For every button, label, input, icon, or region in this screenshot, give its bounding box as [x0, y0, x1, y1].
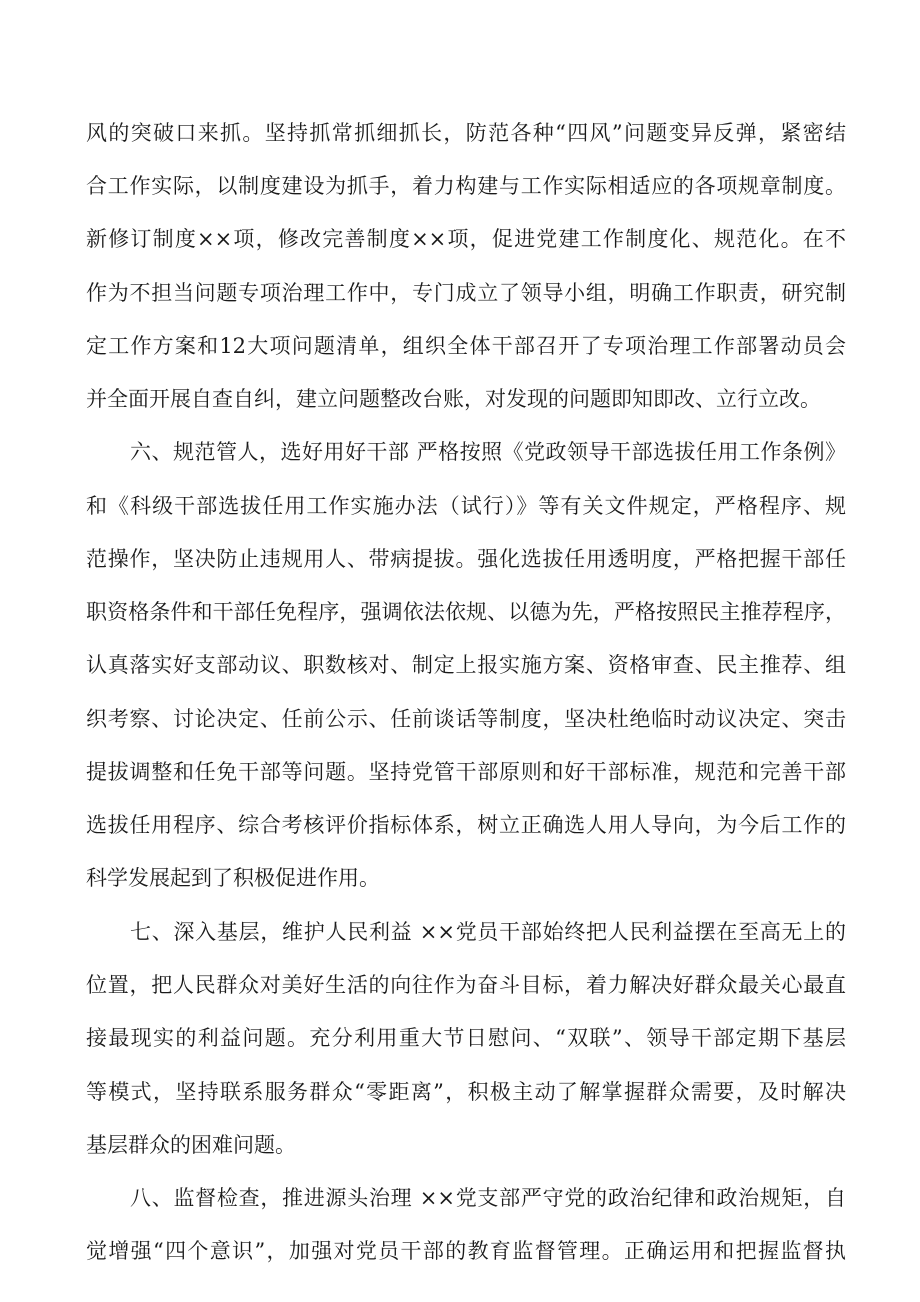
text-line: 定工作方案和12大项问题清单，组织全体干部召开了专项治理工作部署动员会: [86, 334, 846, 358]
text-line: 科学发展起到了积极促进作用。: [86, 866, 380, 890]
text-line: 职资格条件和干部任免程序，强调依法依规、以德为先，严格按照民主推荐程序，: [86, 600, 846, 624]
text-line: 选拔任用程序、综合考核评价指标体系，树立正确选人用人导向，为今后工作的: [86, 813, 846, 837]
section-heading-line: 七、深入基层，维护人民利益 ××党员干部始终把人民利益摆在至高无上的: [130, 920, 846, 944]
text-line: 范操作，坚决防止违规用人、带病提拔。强化选拔任用透明度，严格把握干部任: [86, 547, 846, 571]
section-heading-line: 八、监督检查，推进源头治理 ××党支部严守党的政治纪律和政治规矩，自: [130, 1186, 846, 1210]
text-line: 接最现实的利益问题。充分利用重大节日慰问、“双联”、领导干部定期下基层: [86, 1026, 846, 1050]
text-line: 等模式，坚持联系服务群众“零距离”，积极主动了解掌握群众需要，及时解决: [86, 1080, 846, 1104]
text-line: 认真落实好支部动议、职数核对、制定上报实施方案、资格审查、民主推荐、组: [86, 653, 846, 677]
section-heading-line: 六、规范管人，选好用好干部 严格按照《党政领导干部选拔任用工作条例》: [130, 440, 846, 464]
text-line: 觉增强“四个意识”，加强对党员干部的教育监督管理。正确运用和把握监督执: [86, 1239, 846, 1263]
text-line: 基层群众的困难问题。: [86, 1133, 296, 1157]
text-line: 位置，把人民群众对美好生活的向往作为奋斗目标，着力解决好群众最关心最直: [86, 973, 846, 997]
text-line: 和《科级干部选拔任用工作实施办法（试行）》等有关文件规定，严格程序、规: [86, 494, 846, 518]
text-line: 织考察、讨论决定、任前公示、任前谈话等制度，坚决杜绝临时动议决定、突击: [86, 707, 846, 731]
text-line: 新修订制度××项，修改完善制度××项，促进党建工作制度化、规范化。在不: [86, 227, 846, 251]
text-line: 作为不担当问题专项治理工作中，专门成立了领导小组，明确工作职责，研究制: [86, 281, 846, 305]
text-line: 提拔调整和任免干部等问题。坚持党管干部原则和好干部标准，规范和完善干部: [86, 760, 846, 784]
text-line: 并全面开展自查自纠，建立问题整改台账，对发现的问题即知即改、立行立改。: [86, 387, 821, 411]
text-line: 合工作实际，以制度建设为抓手，着力构建与工作实际相适应的各项规章制度。: [86, 174, 846, 198]
text-line: 风的突破口来抓。坚持抓常抓细抓长，防范各种“四风”问题变异反弹，紧密结: [86, 121, 846, 145]
